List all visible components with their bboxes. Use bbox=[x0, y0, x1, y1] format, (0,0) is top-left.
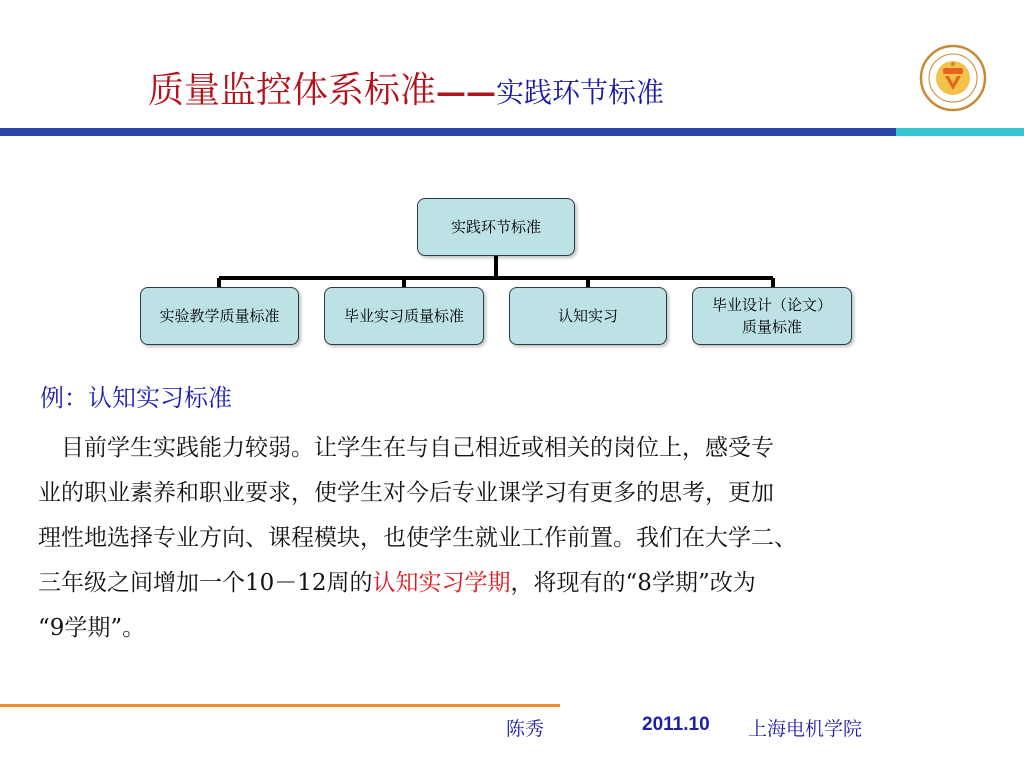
title-sub: 实践环节标准 bbox=[496, 76, 665, 109]
paragraph-line: “9学期”。 bbox=[38, 615, 146, 641]
child-node-label: 毕业实习质量标准 bbox=[343, 307, 464, 325]
child-node-label: 毕业设计（论文） bbox=[711, 296, 832, 314]
example-heading: 例：认知实习标准 bbox=[40, 384, 232, 412]
paragraph-line bbox=[38, 561, 988, 606]
paragraph-line: 理性地选择专业方向、课程模块，也使学生就业工作前置。我们在大学二、 bbox=[38, 525, 797, 551]
child-node-label: 实验教学质量标准 bbox=[159, 307, 280, 325]
paragraph-line: 目前学生实践能力较弱。让学生在与自己相近或相关的岗位上，感受专 bbox=[38, 435, 774, 461]
highlight-text: 认知实习学期 bbox=[372, 570, 511, 596]
title-main: 质量监控体系标准 bbox=[148, 70, 437, 111]
footer-org: 上海电机学院 bbox=[748, 718, 863, 740]
diagram-child-node bbox=[140, 287, 299, 345]
diagram-root-node bbox=[417, 198, 575, 256]
diagram-child-node bbox=[692, 287, 852, 345]
footer-author: 陈秀 bbox=[506, 718, 545, 740]
footer-divider bbox=[0, 704, 560, 707]
footer-date: 2011.10 bbox=[642, 714, 710, 735]
root-node-label: 实践环节标准 bbox=[450, 218, 541, 236]
paragraph-line: 业的职业素养和职业要求，使学生对今后专业课学习有更多的思考，更加 bbox=[38, 480, 774, 506]
child-node-label: 认知实习 bbox=[557, 307, 618, 325]
paragraph-text: ，将现有的“8学期”改为 bbox=[510, 570, 756, 596]
diagram-child-node bbox=[509, 287, 667, 345]
paragraph-text: 三年级之间增加一个10－12周的 bbox=[38, 570, 373, 596]
child-node-label-line2: 质量标准 bbox=[741, 318, 802, 336]
example-paragraph bbox=[38, 426, 988, 651]
diagram-child-node bbox=[324, 287, 484, 345]
title-dash: —— bbox=[436, 75, 497, 110]
